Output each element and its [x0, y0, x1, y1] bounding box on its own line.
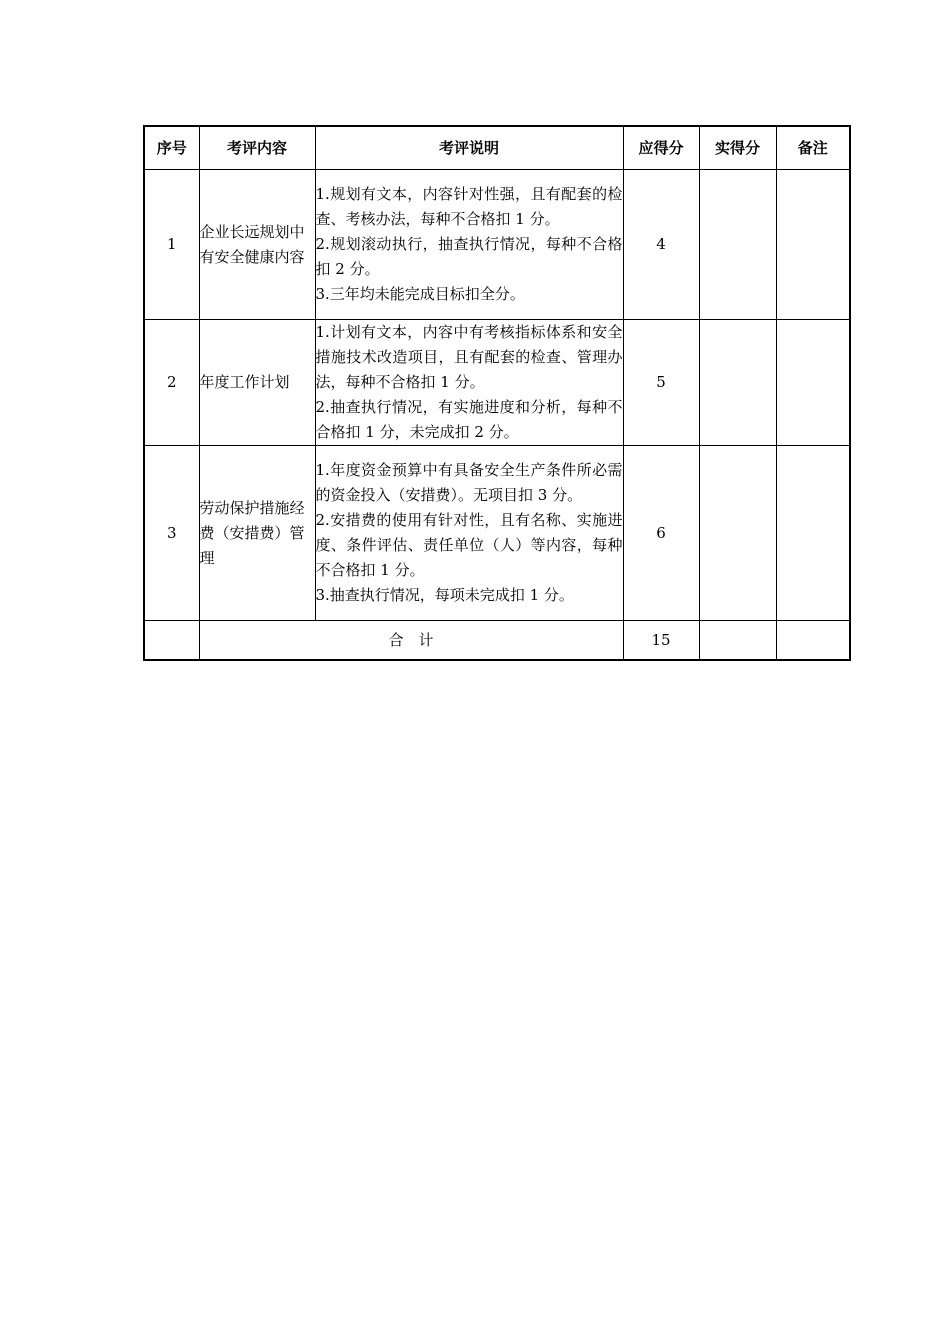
desc-line: 1.规划有文本，内容针对性强，且有配套的检查、考核办法，每种不合格扣 1 分。	[315, 185, 623, 228]
total-points: 15	[623, 621, 699, 661]
row-item: 年度工作计划	[199, 320, 315, 446]
header-row	[144, 126, 850, 170]
total-remark	[776, 621, 850, 661]
row-item: 企业长远规划中有安全健康内容	[199, 170, 315, 320]
total-row	[144, 621, 850, 661]
row-points: 5	[623, 320, 699, 446]
row-remark	[776, 446, 850, 621]
row-seq: 2	[144, 320, 199, 446]
desc-line: 1.计划有文本，内容中有考核指标体系和安全措施技术改造项目，且有配套的检查、管理办法，每种不合格扣 1 分。	[315, 323, 623, 391]
desc-line: 2.规划滚动执行，抽查执行情况，每种不合格扣 2 分。	[315, 235, 623, 278]
row-actual	[699, 170, 776, 320]
row-actual	[699, 320, 776, 446]
header-remark: 备注	[776, 126, 850, 170]
desc-line: 1.年度资金预算中有具备安全生产条件所必需的资金投入（安措费）。无项目扣 3 分。	[315, 461, 623, 504]
total-label: 合 计	[199, 621, 623, 661]
row-desc	[315, 320, 623, 446]
table-row	[144, 170, 850, 320]
desc-line: 3.三年均未能完成目标扣全分。	[315, 285, 525, 303]
row-desc	[315, 446, 623, 621]
row-desc	[315, 170, 623, 320]
row-remark	[776, 170, 850, 320]
header-actual: 实得分	[699, 126, 776, 170]
row-remark	[776, 320, 850, 446]
desc-line: 2.安措费的使用有针对性，且有名称、实施进度、条件评估、责任单位（人）等内容，每种不合格扣 1 分。	[315, 511, 623, 579]
row-actual	[699, 446, 776, 621]
row-seq: 3	[144, 446, 199, 621]
row-points: 4	[623, 170, 699, 320]
total-actual	[699, 621, 776, 661]
total-seq	[144, 621, 199, 661]
desc-line: 3.抽查执行情况，每项未完成扣 1 分。	[315, 586, 574, 604]
header-points: 应得分	[623, 126, 699, 170]
header-seq: 序号	[144, 126, 199, 170]
table-row	[144, 320, 850, 446]
row-seq: 1	[144, 170, 199, 320]
header-item: 考评内容	[199, 126, 315, 170]
header-desc: 考评说明	[315, 126, 623, 170]
row-points: 6	[623, 446, 699, 621]
assessment-table	[143, 125, 851, 661]
table-row	[144, 446, 850, 621]
desc-line: 2.抽查执行情况，有实施进度和分析，每种不合格扣 1 分，未完成扣 2 分。	[315, 398, 623, 441]
row-item: 劳动保护措施经费（安措费）管理	[199, 446, 315, 621]
